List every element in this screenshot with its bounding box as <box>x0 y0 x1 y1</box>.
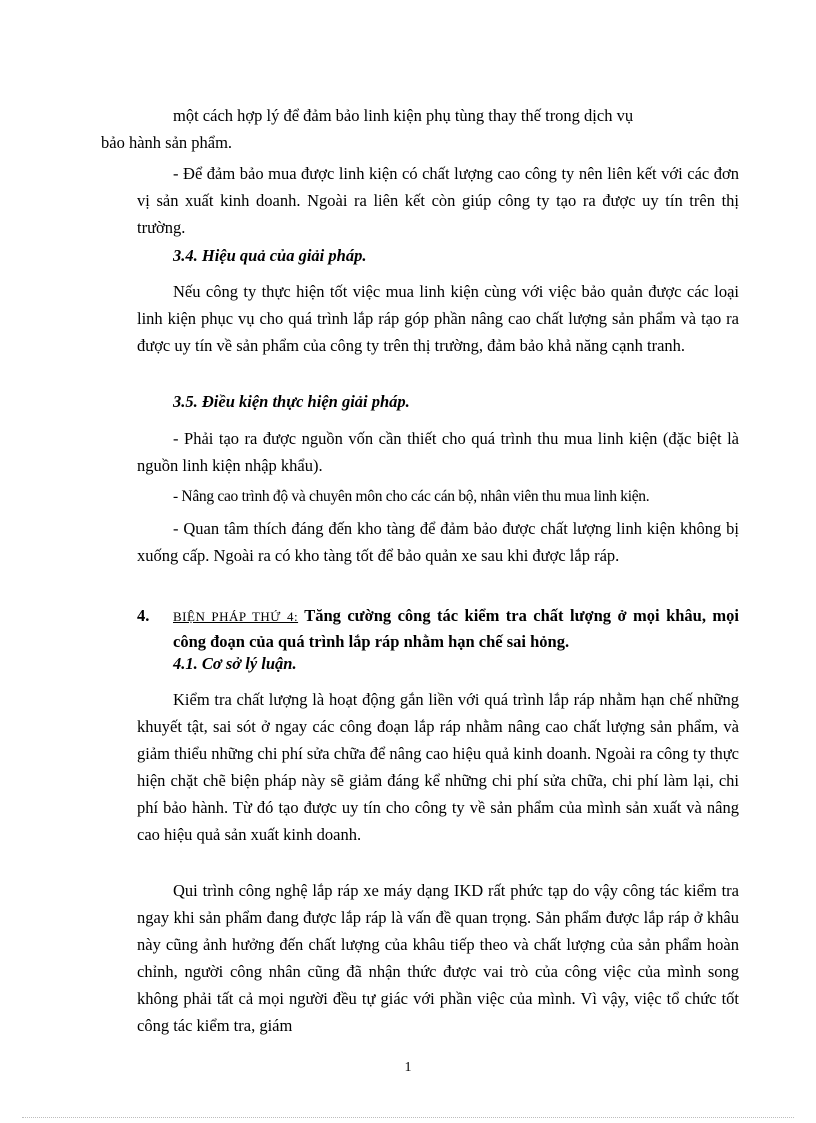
section-number: 4. <box>137 606 150 625</box>
page-bottom-divider <box>22 1117 794 1118</box>
section-label: BIỆN PHÁP THỨ 4: <box>173 609 299 624</box>
section-4-heading <box>137 603 739 654</box>
paragraph-quality-inspection-basis: Kiểm tra chất lượng là hoạt động gắn liền với quá trình lắp ráp nhằm hạn chế những khuyết tật, sai sót ở ngay các công đoạn lắp ráp nhằm nâng cao chất lượng sản phẩm, và giảm thiểu những chi phí sửa chữa để nâng cao hiệu quả kinh doanh. Ngoài ra công ty thực hiện chặt chẽ biện pháp này sẽ giảm đáng kể những chi phí sửa chữa, chi phí làm lại, chi phí bảo hành. Từ đó tạo được uy tín cho công ty về sản phẩm của mình sản xuất và nâng cao hiệu quả sản xuất kinh doanh. <box>137 690 739 844</box>
section-title <box>173 603 739 654</box>
paragraph-warehouse-condition: - Quan tâm thích đáng đến kho tàng để đảm bảo được chất lượng linh kiện không bị xuống cấp. Ngoài ra có kho tàng tốt để bảo quản xe sau khi được lắp ráp. <box>137 519 739 565</box>
page-number: 1 <box>404 1060 412 1075</box>
paragraph-line: bảo hành sản phẩm. <box>101 133 233 152</box>
paragraph-ikd-assembly-process: Qui trình công nghệ lắp ráp xe máy dạng IKD rất phức tạp do vậy công tác kiểm tra ngay khi sản phẩm đang được lắp ráp là vấn đề quan trọng. Sản phẩm được lắp ráp ở khâu này cũng ảnh hưởng đến chất lượng của khâu tiếp theo và chất lượng của sản phẩm hoàn chỉnh, người công nhân cũng đã nhận thức được vai trò của công việc của mình song không phải tất cả mọi người đều tự giác với phần việc của mình. Vì vậy, việc tổ chức tốt công tác kiểm tra, giám <box>137 881 739 1035</box>
paragraph-line: một cách hợp lý để đảm bảo linh kiện phụ tùng thay thế trong dịch vụ <box>173 106 634 125</box>
paragraph-solution-effect: Nếu công ty thực hiện tốt việc mua linh kiện cùng với việc bảo quản được các loại linh kiện phục vụ cho quá trình lắp ráp góp phần nâng cao chất lượng sản phẩm và tạo ra được uy tín về sản phẩm của công ty trên thị trường, đảm bảo khả năng cạnh tranh. <box>137 282 739 355</box>
heading-3-5: 3.5. Điều kiện thực hiện giải pháp. <box>173 392 410 411</box>
paragraph-continuation <box>101 102 739 156</box>
heading-3-4: 3.4. Hiệu quả của giải pháp. <box>173 246 367 265</box>
section-title-text: Tăng cường công tác kiểm tra chất lượng ở mọi khâu, mọi công đoạn của quá trình lắp ráp nhằm hạn chế sai hỏng. <box>173 606 739 651</box>
paragraph-supplier-linkage: - Để đảm bảo mua được linh kiện có chất lượng cao công ty nên liên kết với các đơn vị sản xuất kinh doanh. Ngoài ra liên kết còn giúp công ty tạo ra được uy tín trên thị trường. <box>137 164 739 237</box>
paragraph-capital-condition: - Phải tạo ra được nguồn vốn cần thiết cho quá trình thu mua linh kiện (đặc biệt là nguồn linh kiện nhập khẩu). <box>137 429 739 475</box>
heading-4-1: 4.1. Cơ sở lý luận. <box>173 654 297 673</box>
paragraph-staff-training: - Nâng cao trình độ và chuyên môn cho các cán bộ, nhân viên thu mua linh kiện. <box>173 488 650 505</box>
